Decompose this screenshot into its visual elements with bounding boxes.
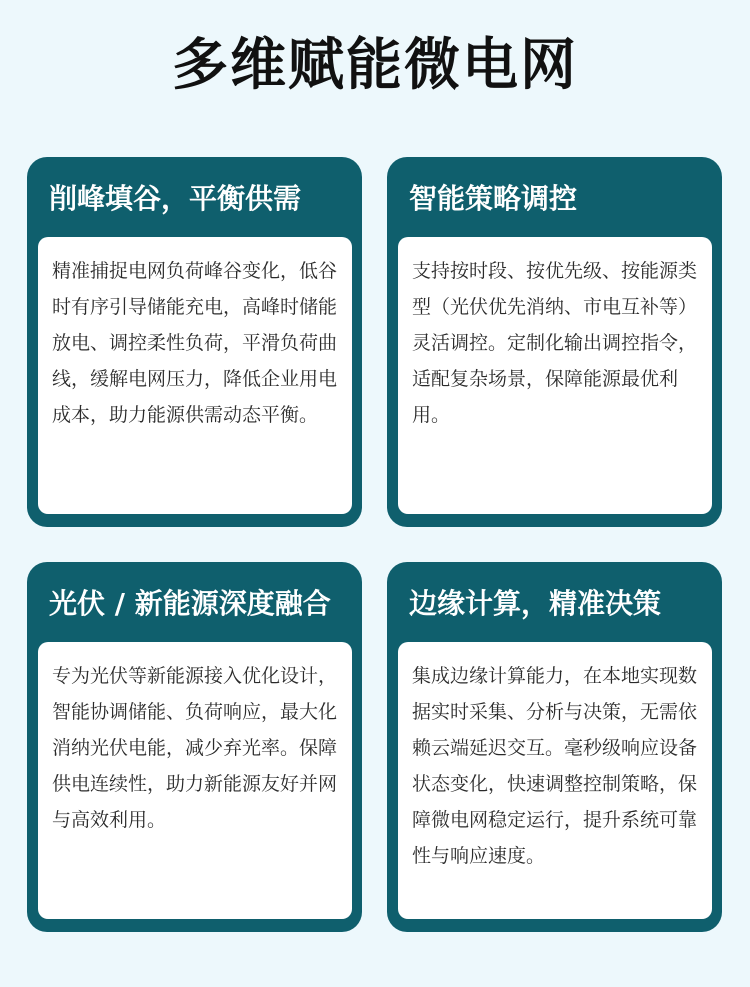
card-smart-strategy <box>387 157 722 527</box>
card-body: 集成边缘计算能力，在本地实现数据实时采集、分析与决策，无需依赖云端延迟交互。毫秒级响应设备状态变化，快速调整控制策略，保障微电网稳定运行，提升系统可靠性与响应速度。 <box>398 642 712 919</box>
page-title: 多维赋能微电网 <box>172 33 578 98</box>
card-title: 削峰填谷，平衡供需 <box>49 182 302 215</box>
card-body: 支持按时段、按优先级、按能源类型（光伏优先消纳、市电互补等）灵活调控。定制化输出调控指令，适配复杂场景，保障能源最优利用。 <box>398 237 712 514</box>
card-pv-integration <box>27 562 362 932</box>
card-title: 智能策略调控 <box>409 182 578 215</box>
card-title: 边缘计算，精准决策 <box>409 587 662 620</box>
card-title: 光伏 / 新能源深度融合 <box>49 587 331 620</box>
card-body: 精准捕捉电网负荷峰谷变化，低谷时有序引导储能充电，高峰时储能放电、调控柔性负荷，平滑负荷曲线，缓解电网压力，降低企业用电成本，助力能源供需动态平衡。 <box>38 237 352 514</box>
card-peak-shaving <box>27 157 362 527</box>
card-edge-computing <box>387 562 722 932</box>
card-body: 专为光伏等新能源接入优化设计，智能协调储能、负荷响应，最大化消纳光伏电能，减少弃光率。保障供电连续性，助力新能源友好并网与高效利用。 <box>38 642 352 919</box>
